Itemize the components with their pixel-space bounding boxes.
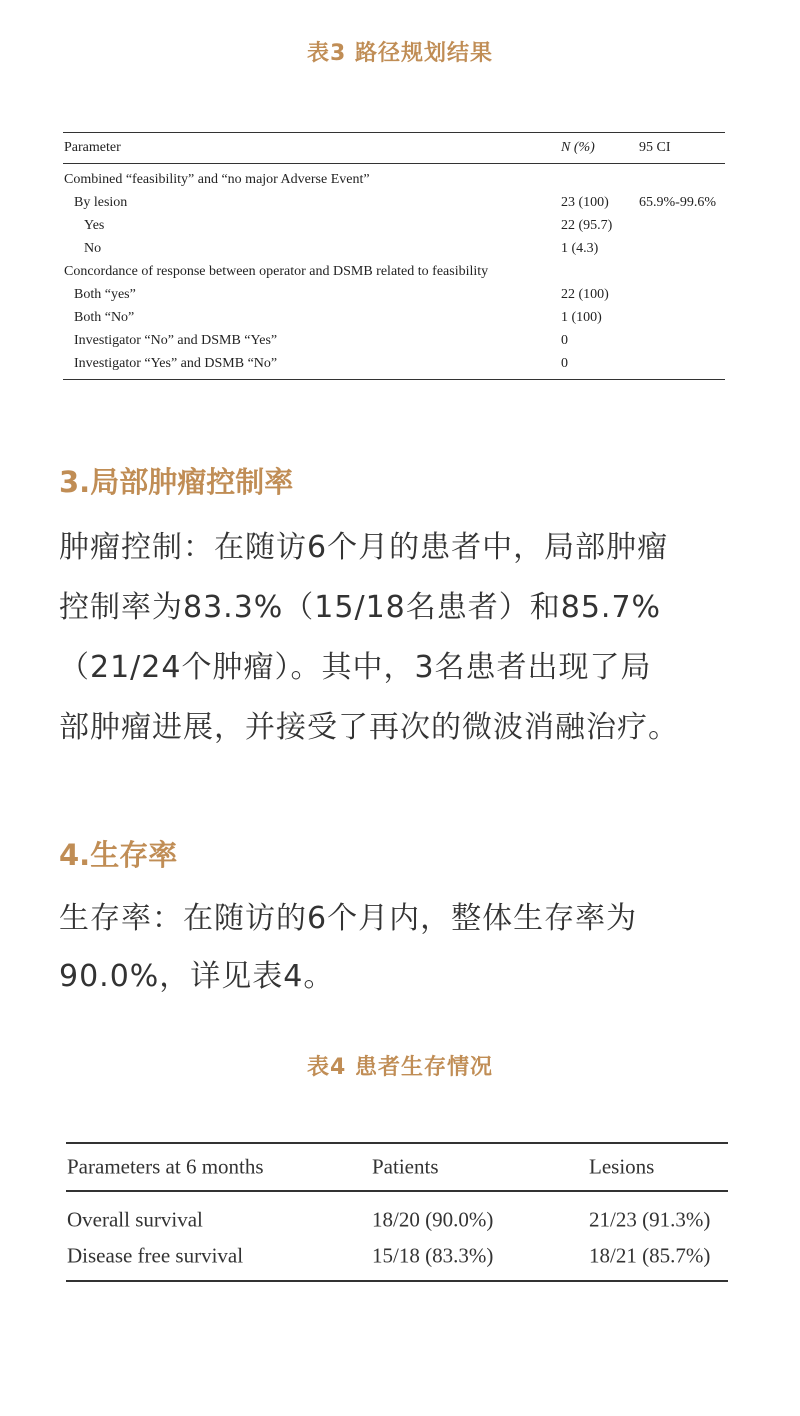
table3-row [63, 214, 725, 237]
section4-paragraph [59, 890, 743, 1006]
table3 [63, 132, 725, 380]
section4-title: 4.生存率 [59, 838, 178, 872]
table3-header-ci: 95 CI [639, 140, 671, 155]
table4-header-patients: Patients [372, 1154, 439, 1179]
table3-cell-parameter: Combined “feasibility” and “no major Adverse Event” [64, 171, 370, 187]
table4-cell-parameter: Overall survival [67, 1207, 203, 1232]
table3-cell-ci: 65.9%-99.6% [639, 194, 716, 210]
section3-line: 部肿瘤进展，并接受了再次的微波消融治疗。 [59, 710, 679, 745]
section3-title: 3.局部肿瘤控制率 [59, 465, 294, 499]
table3-row [63, 260, 725, 283]
table3-cell-parameter: Concordance of response between operator and DSMB related to feasibility [64, 263, 489, 279]
section4-line: 生存率：在随访的6个月内，整体生存率为 [59, 901, 638, 936]
table3-body [63, 164, 725, 380]
table3-row [63, 306, 725, 329]
section3-line: 控制率为83.3%（15/18名患者）和85.7% [59, 590, 662, 625]
table4-cell-lesions: 18/21 (85.7%) [589, 1243, 711, 1268]
table3-cell-parameter: No [84, 240, 102, 256]
table4-header-lesions: Lesions [589, 1154, 655, 1179]
table4-caption: 表4 患者生存情况 [307, 1055, 493, 1080]
table3-cell-parameter: Both “No” [74, 309, 135, 325]
table3-row [63, 168, 725, 191]
table3-cell-parameter: Both “yes” [74, 286, 136, 302]
section4-line: 90.0%，详见表4。 [59, 959, 335, 994]
table3-row [63, 283, 725, 306]
table3-header-n: N (%) [561, 140, 595, 155]
table3-cell-n: 23 (100) [561, 194, 609, 210]
table4-row [66, 1202, 728, 1238]
table3-row [63, 352, 725, 375]
table3-cell-parameter: Yes [84, 217, 105, 233]
table3-cell-parameter: Investigator “No” and DSMB “Yes” [74, 332, 278, 348]
table4-cell-lesions: 21/23 (91.3%) [589, 1207, 711, 1232]
table3-cell-parameter: By lesion [74, 194, 128, 210]
table4-cell-patients: 18/20 (90.0%) [372, 1207, 494, 1232]
section3-paragraph [59, 518, 743, 758]
table4-cell-parameter: Disease free survival [67, 1243, 244, 1268]
table3-header-parameter: Parameter [64, 140, 121, 155]
table3-row [63, 237, 725, 260]
table3-row [63, 329, 725, 352]
table3-cell-parameter: Investigator “Yes” and DSMB “No” [74, 355, 278, 371]
table3-cell-n: 22 (100) [561, 286, 609, 302]
table3-header-row [63, 133, 725, 164]
table4-body [66, 1192, 728, 1280]
table4 [66, 1142, 728, 1282]
table3-row [63, 191, 725, 214]
table4-header-parameter: Parameters at 6 months [67, 1154, 264, 1179]
table3-caption: 表3 路径规划结果 [307, 41, 493, 66]
section3-line: 肿瘤控制：在随访6个月的患者中，局部肿瘤 [59, 530, 669, 565]
table4-row [66, 1238, 728, 1274]
table3-cell-n: 22 (95.7) [561, 217, 613, 233]
table4-cell-patients: 15/18 (83.3%) [372, 1243, 494, 1268]
table3-cell-n: 0 [561, 355, 568, 371]
table3-cell-n: 0 [561, 332, 568, 348]
section3-line: （21/24个肿瘤）。其中，3名患者出现了局 [59, 650, 652, 685]
table4-header-row [66, 1144, 728, 1192]
table3-cell-n: 1 (4.3) [561, 240, 599, 256]
table3-cell-n: 1 (100) [561, 309, 602, 325]
